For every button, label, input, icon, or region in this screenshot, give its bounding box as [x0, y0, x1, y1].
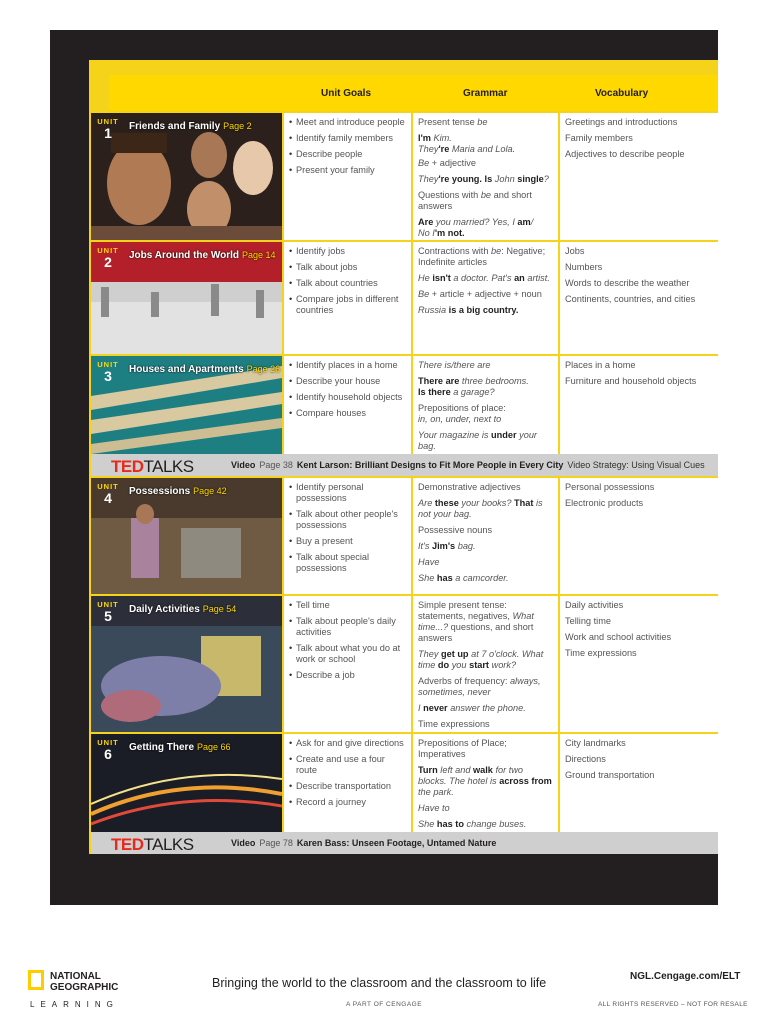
unit-title[interactable]	[129, 364, 280, 375]
goal-item: • Describe a job	[289, 670, 406, 681]
goal-item: • Talk about other people's possessions	[289, 509, 406, 531]
vocab-item: Family members	[565, 133, 633, 143]
vocab-item: Places in a home	[565, 360, 636, 370]
grammar-cell: Demonstrative adjectives Are these your books? That is not your bag. Possessive nouns It's Jim's bag. Have She has a camcorder.	[413, 478, 558, 594]
goals-cell	[284, 113, 411, 240]
brand-line-1: NATIONAL	[50, 971, 101, 982]
goal-item: • Tell time	[289, 600, 406, 611]
unit-page: Page 26	[246, 364, 281, 374]
vocab-item: Ground transportation	[565, 770, 655, 780]
ted-talks-bar-1[interactable]	[91, 454, 718, 476]
vocab-item: Greetings and introductions	[565, 117, 678, 127]
ted-video-label: Video	[231, 460, 256, 470]
grammar-cell: Contractions with be: Negative; Indefinite articles He isn't a doctor. Pat's an artist. Be + article + adjective + noun Russia is a big country.	[413, 242, 558, 354]
grammar-cell: Present tense be I'm Kim. They're Maria and Lola. Be + adjective They're young. Is John single? Questions with be and short answers Are you married? Yes, I am/ No I'm not.	[413, 113, 558, 240]
goals-cell	[284, 356, 411, 454]
unit-2-photo	[91, 242, 282, 354]
vocab-item: City landmarks	[565, 738, 626, 748]
unit-badge	[95, 482, 121, 505]
unit-title-text: Possessions	[129, 486, 191, 497]
unit-title-text: Jobs Around the World	[129, 250, 239, 261]
ted-title: Kent Larson: Brilliant Designs to Fit More People in Every City	[296, 460, 564, 470]
unit-label: UNIT	[97, 117, 119, 126]
grammar-cell: There is/there are There are three bedrooms. Is there a garage? Prepositions of place: in, on, under, next to Your magazine is under your bag.	[413, 356, 558, 454]
goal-item: • Identify places in a home	[289, 360, 406, 371]
unit-label: UNIT	[97, 482, 119, 491]
goal-item: • Compare jobs in different countries	[289, 294, 406, 316]
goal-item: • Talk about countries	[289, 278, 406, 289]
unit-badge	[95, 246, 121, 269]
goals-cell	[284, 242, 411, 354]
unit-row-1	[91, 113, 718, 240]
unit-number: 5	[104, 608, 112, 624]
goal-item: • Identify household objects	[289, 392, 406, 403]
goal-item: • Meet and introduce people	[289, 117, 406, 128]
unit-number: 2	[104, 254, 112, 270]
ted-page: Page 78	[259, 838, 293, 848]
vocab-item: Furniture and household objects	[565, 376, 697, 386]
vocab-item: Words to describe the weather	[565, 278, 690, 288]
goal-item: • Talk about special possessions	[289, 552, 406, 574]
ted-talks-logo: TEDTALKS	[111, 457, 194, 476]
unit-label: UNIT	[97, 246, 119, 255]
brand-line-2: GEOGRAPHIC	[50, 982, 119, 993]
ted-page: Page 38	[259, 460, 293, 470]
ted-title: Karen Bass: Unseen Footage, Untamed Nature	[296, 838, 497, 848]
unit-3-photo	[91, 356, 282, 454]
unit-page: Page 14	[242, 250, 276, 260]
unit-row-6	[91, 734, 718, 832]
unit-row-2	[91, 242, 718, 354]
brand-line-3: LEARNING	[30, 1000, 119, 1009]
unit-title[interactable]	[129, 604, 236, 615]
goal-item: • Describe transportation	[289, 781, 406, 792]
unit-page: Page 54	[202, 604, 237, 614]
unit-badge	[95, 360, 121, 383]
unit-title[interactable]	[129, 121, 252, 132]
goal-item: • Present your family	[289, 165, 406, 176]
goals-cell	[284, 478, 411, 594]
unit-page: Page 66	[197, 742, 231, 752]
unit-1-photo	[91, 113, 282, 240]
website-link[interactable]: NGL.Cengage.com/ELT	[630, 971, 741, 982]
goal-item: • Compare houses	[289, 408, 406, 419]
goal-item: • Describe your house	[289, 376, 406, 387]
goal-item: • Record a journey	[289, 797, 406, 808]
unit-page: Page 42	[193, 486, 227, 496]
goal-item: • Buy a present	[289, 536, 406, 547]
vocabulary-cell	[560, 734, 718, 832]
vocabulary-cell	[560, 478, 718, 594]
goal-item: • Talk about what you do at work or school	[289, 643, 406, 665]
vocab-item: Telling time	[565, 616, 611, 626]
unit-6-photo	[91, 734, 282, 832]
goal-item: • Identify family members	[289, 133, 406, 144]
grammar-cell: Simple present tense: statements, negatives, What time...? questions, and short answers They get up at 7 o'clock. What time do you start work? Adverbs of frequency: always, sometimes, never I never answer the phone. Time expressions	[413, 596, 558, 732]
unit-5-photo	[91, 596, 282, 732]
national-geographic-logo-icon	[28, 970, 44, 990]
vocab-item: Work and school activities	[565, 632, 672, 642]
unit-label: UNIT	[97, 600, 119, 609]
unit-title-text: Getting There	[129, 742, 195, 753]
footer	[0, 960, 768, 1024]
unit-title[interactable]	[129, 486, 227, 497]
ted-video-label: Video	[231, 838, 256, 848]
unit-label: UNIT	[97, 738, 119, 747]
header-grammar: Grammar	[463, 88, 508, 99]
unit-badge	[95, 600, 121, 623]
goal-item: • Identify personal possessions	[289, 482, 406, 504]
unit-number: 4	[104, 490, 112, 506]
goal-item: • Talk about people's daily activities	[289, 616, 406, 638]
tagline: Bringing the world to the classroom and the classroom to life	[212, 976, 547, 990]
unit-label: UNIT	[97, 360, 119, 369]
goal-item: • Create and use a four route	[289, 754, 406, 776]
vocab-item: Personal possessions	[565, 482, 655, 492]
goals-cell	[284, 596, 411, 732]
unit-number: 3	[104, 368, 112, 384]
cengage-note: A PART OF CENGAGE	[346, 1001, 423, 1008]
unit-title[interactable]	[129, 250, 276, 261]
unit-badge	[95, 117, 121, 140]
vocab-item: Daily activities	[565, 600, 624, 610]
table-of-contents	[89, 60, 718, 854]
vocab-item: Numbers	[565, 262, 603, 272]
unit-badge	[95, 738, 121, 761]
grammar-cell: Prepositions of Place; Imperatives Turn left and walk for two blocks. The hotel is across from the park. Have to She has to change buses.	[413, 734, 558, 832]
unit-title-text: Houses and Apartments	[129, 364, 244, 375]
unit-title[interactable]	[129, 742, 231, 753]
header-vocabulary: Vocabulary	[595, 88, 649, 99]
ted-strategy: Video Strategy: Using Visual Cues	[567, 460, 705, 470]
header-unit-goals: Unit Goals	[321, 88, 372, 99]
vocab-item: Directions	[565, 754, 606, 764]
goal-item: • Ask for and give directions	[289, 738, 406, 749]
unit-title-text: Daily Activities	[129, 604, 200, 615]
vocab-item: Jobs	[565, 246, 585, 256]
rights-notice: ALL RIGHTS RESERVED – NOT FOR RESALE	[598, 1001, 748, 1008]
vocab-item: Continents, countries, and cities	[565, 294, 696, 304]
vocab-item: Time expressions	[565, 648, 637, 658]
unit-page: Page 2	[223, 121, 252, 131]
vocabulary-cell	[560, 356, 718, 454]
goal-item: • Describe people	[289, 149, 406, 160]
ted-talks-logo: TEDTALKS	[111, 835, 194, 854]
vocab-item: Adjectives to describe people	[565, 149, 685, 159]
vocabulary-cell	[560, 113, 718, 240]
ted-talks-bar-2[interactable]	[91, 832, 718, 854]
vocabulary-cell	[560, 596, 718, 732]
unit-4-photo	[91, 478, 282, 594]
toc-header	[109, 75, 718, 111]
vocab-item: Electronic products	[565, 498, 644, 508]
goal-item: • Talk about jobs	[289, 262, 406, 273]
vocabulary-cell	[560, 242, 718, 354]
unit-row-3	[91, 356, 718, 454]
goal-item: • Identify jobs	[289, 246, 406, 257]
goals-cell	[284, 734, 411, 832]
unit-number: 6	[104, 746, 112, 762]
unit-row-4	[91, 478, 718, 594]
unit-title-text: Friends and Family	[129, 121, 221, 132]
unit-number: 1	[104, 125, 112, 141]
unit-row-5	[91, 596, 718, 732]
